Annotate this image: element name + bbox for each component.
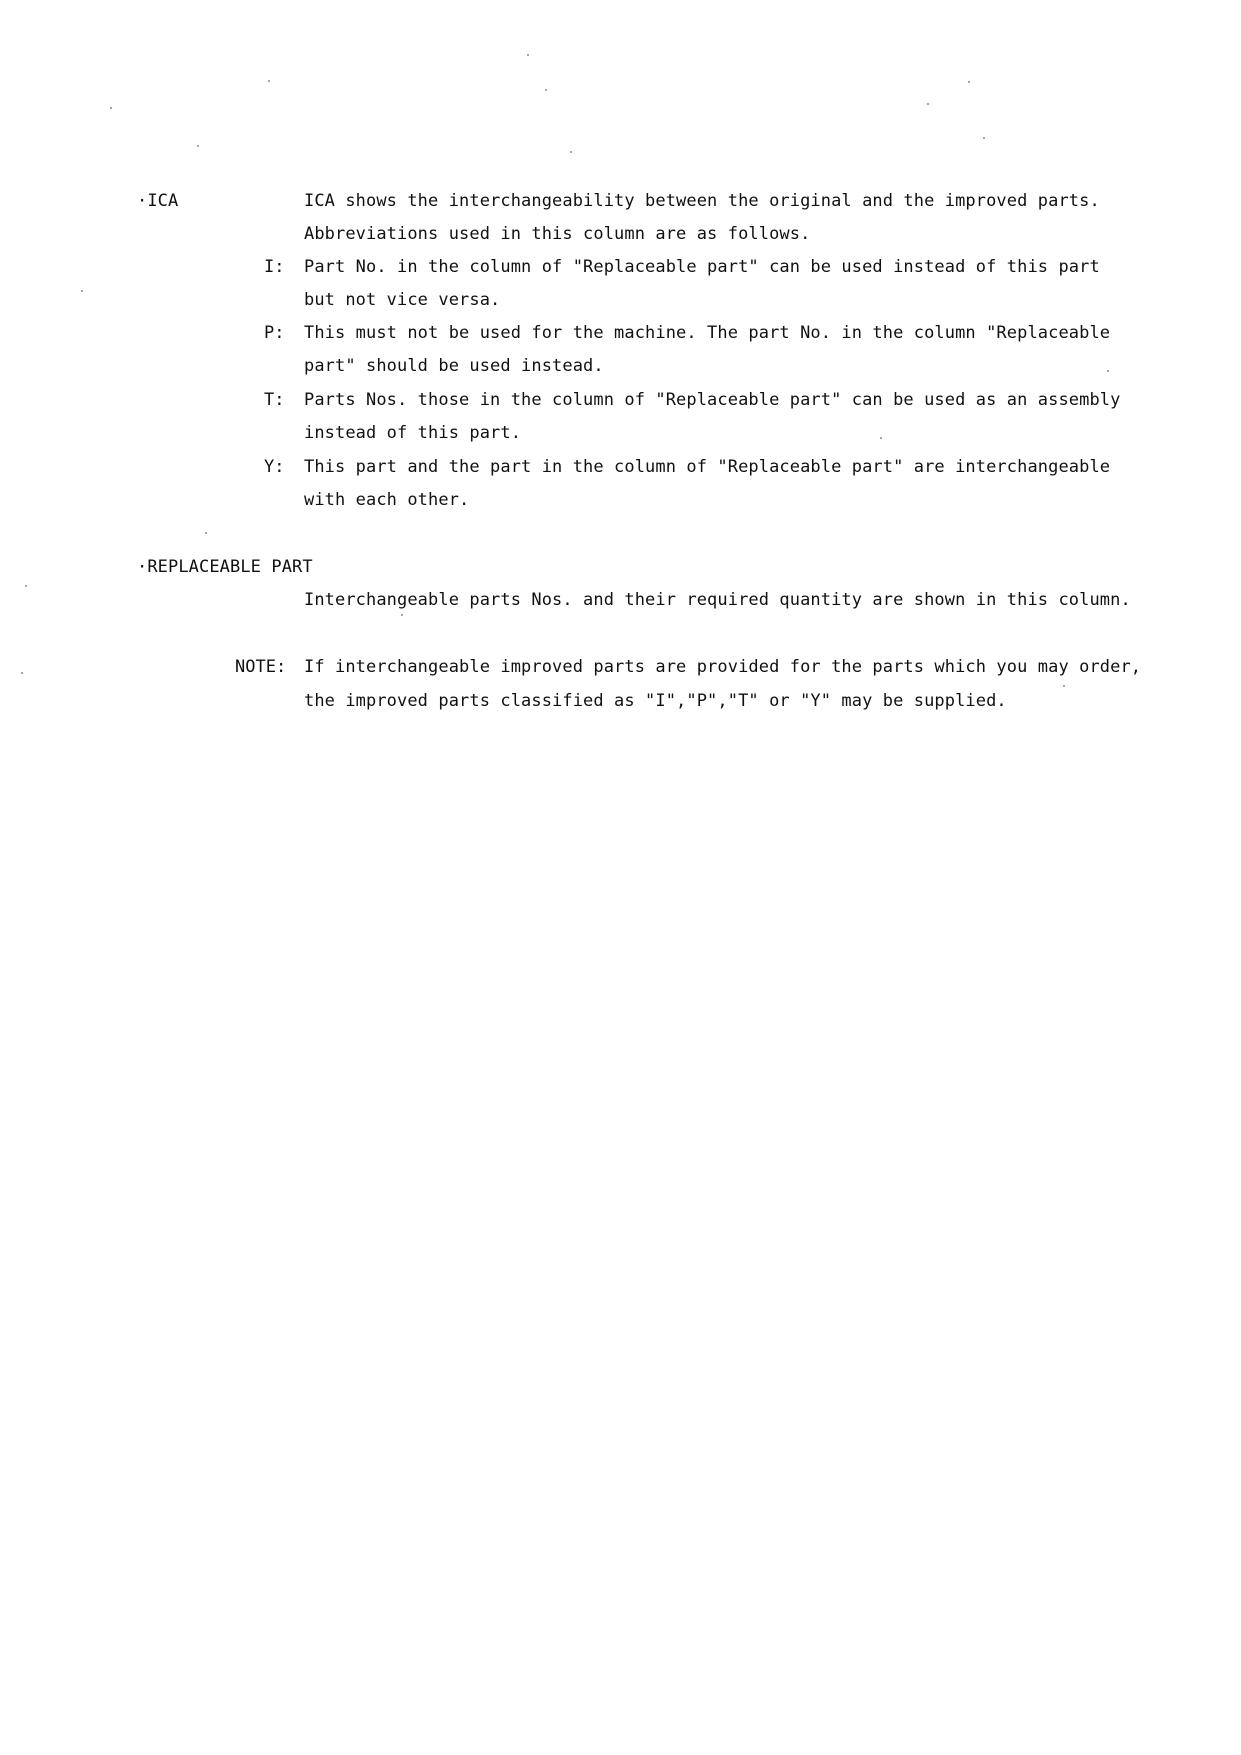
ica-intro-line: ICA shows the interchangeability between the original and the improved parts.	[304, 191, 1100, 211]
abbreviation-p-text: This must not be used for the machine. The part No. in the column "Replaceable	[304, 323, 1111, 343]
note-text: If interchangeable improved parts are provided for the parts which you may order,	[304, 657, 1142, 677]
scan-speck	[880, 437, 882, 439]
scan-speck	[81, 290, 83, 292]
abbreviation-i-text: but not vice versa.	[304, 290, 501, 310]
abbreviation-code-i: I:	[264, 257, 285, 277]
note-label: NOTE:	[235, 657, 287, 677]
scan-speck	[25, 585, 27, 587]
ica-intro-line: Abbreviations used in this column are as follows.	[304, 224, 811, 244]
abbreviation-code-y: Y:	[264, 457, 285, 477]
scan-speck	[21, 672, 23, 674]
scan-speck	[205, 532, 207, 534]
abbreviation-i-text: Part No. in the column of "Replaceable part" can be used instead of this part	[304, 257, 1100, 277]
scan-speck	[1063, 685, 1065, 687]
abbreviation-t-text: Parts Nos. those in the column of "Replaceable part" can be used as an assembly	[304, 390, 1121, 410]
abbreviation-p-text: part" should be used instead.	[304, 356, 604, 376]
scan-speck	[401, 614, 403, 616]
scan-speck	[110, 107, 112, 109]
replaceable-part-text: Interchangeable parts Nos. and their required quantity are shown in this column.	[304, 590, 1131, 610]
scan-speck	[927, 103, 929, 105]
scan-speck	[268, 80, 270, 82]
scan-speck	[1107, 370, 1109, 372]
scan-speck	[570, 151, 572, 153]
scan-speck	[197, 145, 199, 147]
scan-speck	[527, 54, 529, 56]
note-text: the improved parts classified as "I","P","T" or "Y" may be supplied.	[304, 691, 1007, 711]
scan-speck	[545, 89, 547, 91]
abbreviation-code-p: P:	[264, 323, 285, 343]
scan-speck	[968, 81, 970, 83]
ica-heading: ·ICA	[137, 191, 179, 211]
scan-speck	[983, 137, 985, 139]
abbreviation-t-text: instead of this part.	[304, 423, 522, 443]
abbreviation-code-t: T:	[264, 390, 285, 410]
abbreviation-y-text: with each other.	[304, 490, 470, 510]
replaceable-part-heading: ·REPLACEABLE PART	[137, 557, 313, 577]
abbreviation-y-text: This part and the part in the column of "Replaceable part" are interchangeable	[304, 457, 1111, 477]
